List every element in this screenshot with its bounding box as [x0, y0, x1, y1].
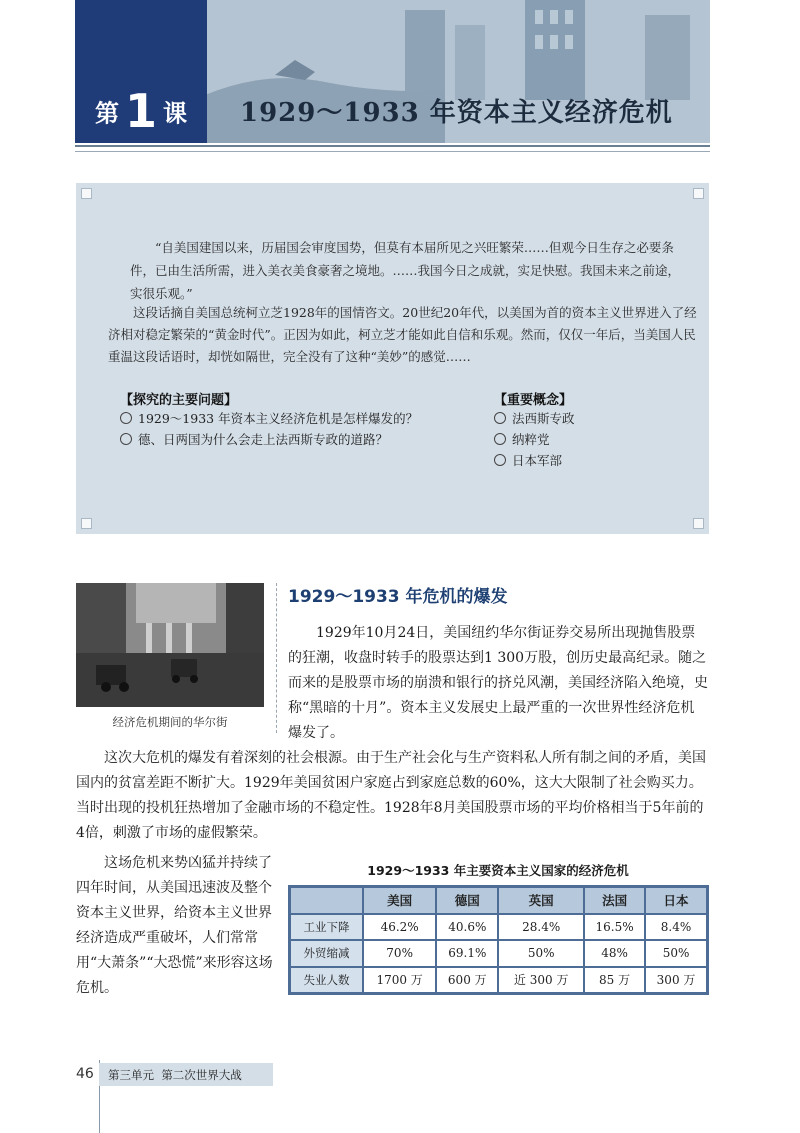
table-header-cell: 法国 [584, 887, 645, 914]
circle-bullet-icon [120, 433, 132, 445]
table-cell: 48% [584, 940, 645, 967]
table-cell: 28.4% [498, 914, 584, 941]
concept-item: 日本军部 [494, 450, 575, 471]
table-row-label: 工业下降 [290, 914, 363, 941]
concepts-heading: 【重要概念】 [494, 393, 573, 408]
photo-image [76, 583, 264, 707]
questions-block [120, 389, 418, 450]
table-header-cell: 德国 [436, 887, 498, 914]
header-rule [75, 145, 710, 147]
intro-paragraph: 这段话摘自美国总统柯立芝1928年的国情咨文。20世纪20年代，以美国为首的资本主义世界进入了经济相对稳定繁荣的“黄金时代”。正因为如此，柯立芝才能如此自信和乐观。然而，仅仅一年后，当美国人民重温这段话语时，却恍如隔世，完全没有了这种“美妙”的感觉…… [108, 305, 697, 364]
table-cell: 16.5% [584, 914, 645, 941]
circle-bullet-icon [494, 412, 506, 424]
footer-unit-title: 第二次世界大战 [161, 1068, 242, 1082]
table-cell: 600 万 [436, 967, 498, 994]
table-cell: 8.4% [645, 914, 707, 941]
table-header-row [290, 887, 707, 914]
table-row-label: 外贸缩减 [290, 940, 363, 967]
table-title: 1929～1933 年主要资本主义国家的经济危机 [367, 863, 629, 878]
table-cell: 50% [645, 940, 707, 967]
economic-crisis-table [288, 885, 709, 995]
lesson-badge [75, 0, 207, 143]
concept-item: 纳粹党 [494, 429, 575, 450]
intro-quote: “自美国建国以来，历届国会审度国势，但莫有本届所见之兴旺繁荣……但观今日生存之必要条件，已由生活所需，进入美衣美食豪奢之境地。……我国今日之成就，实足快慰。我国未来之前途，实很乐观。” [130, 240, 681, 301]
table-header-cell: 美国 [363, 887, 436, 914]
corner-marker [81, 518, 92, 529]
table-cell: 70% [363, 940, 436, 967]
concept-item: 法西斯专政 [494, 408, 575, 429]
section-title: 1929～1933 年危机的爆发 [288, 587, 508, 607]
photo-caption: 经济危机期间的华尔街 [112, 715, 228, 729]
table-cell: 46.2% [363, 914, 436, 941]
body-paragraph-1: 1929年10月24日，美国纽约华尔街证券交易所出现抛售股票的狂潮，收盘时转手的股票达到1 300万股，创历史最高纪录。随之而来的是股票市场的崩溃和银行的挤兑风潮，美国经济陷入绝境，史称“黑暗的十月”。资本主义发展史上最严重的一次世界性经济危机爆发了。 [288, 625, 708, 741]
body-paragraph-2: 这次大危机的爆发有着深刻的社会根源。由于生产社会化与生产资料私人所有制之间的矛盾，美国国内的贫富差距不断扩大。1929年美国贫困户家庭占到家庭总数的60%，这大大限制了社会购买力。当时出现的投机狂热增加了金融市场的不稳定性。1928年8月美国股票市场的平均价格相当于5年前的4倍，刺激了市场的虚假繁荣。 [76, 750, 706, 841]
table-header-cell: 日本 [645, 887, 707, 914]
table-header-cell: 英国 [498, 887, 584, 914]
table-row-label: 失业人数 [290, 967, 363, 994]
lesson-title: 1929～1933 年资本主义经济危机 [240, 98, 673, 128]
page-number: 46 [76, 1066, 94, 1082]
corner-marker [693, 518, 704, 529]
footer-unit-label: 第三单元 [108, 1068, 154, 1082]
table-cell: 69.1% [436, 940, 498, 967]
footer-unit [108, 1067, 242, 1083]
table-row [290, 914, 707, 941]
dashed-divider [276, 583, 277, 733]
wall-street-photo [76, 583, 264, 707]
table-cell: 300 万 [645, 967, 707, 994]
header-rule-thin [75, 151, 710, 152]
body-paragraph-3: 这场危机来势凶猛并持续了四年时间，从美国迅速波及整个资本主义世界，给资本主义世界经济造成严重破坏，人们常常用“大萧条”“大恐慌”来形容这场危机。 [76, 855, 273, 996]
table-cell: 近 300 万 [498, 967, 584, 994]
corner-marker [81, 188, 92, 199]
question-item: 德、日两国为什么会走上法西斯专政的道路？ [120, 429, 418, 450]
lesson-number: 1 [124, 84, 157, 138]
concepts-block [494, 389, 575, 471]
table-header-cell [290, 887, 363, 914]
table-cell: 40.6% [436, 914, 498, 941]
question-item: 1929～1933 年资本主义经济危机是怎样爆发的？ [120, 408, 418, 429]
circle-bullet-icon [494, 433, 506, 445]
table-cell: 85 万 [584, 967, 645, 994]
table-row [290, 967, 707, 994]
circle-bullet-icon [494, 454, 506, 466]
lesson-prefix: 第 [94, 99, 119, 128]
lesson-suffix: 课 [163, 99, 187, 128]
table-cell: 50% [498, 940, 584, 967]
table-cell: 1700 万 [363, 967, 436, 994]
corner-marker [693, 188, 704, 199]
questions-heading: 【探究的主要问题】 [120, 393, 238, 408]
circle-bullet-icon [120, 412, 132, 424]
table-row [290, 940, 707, 967]
